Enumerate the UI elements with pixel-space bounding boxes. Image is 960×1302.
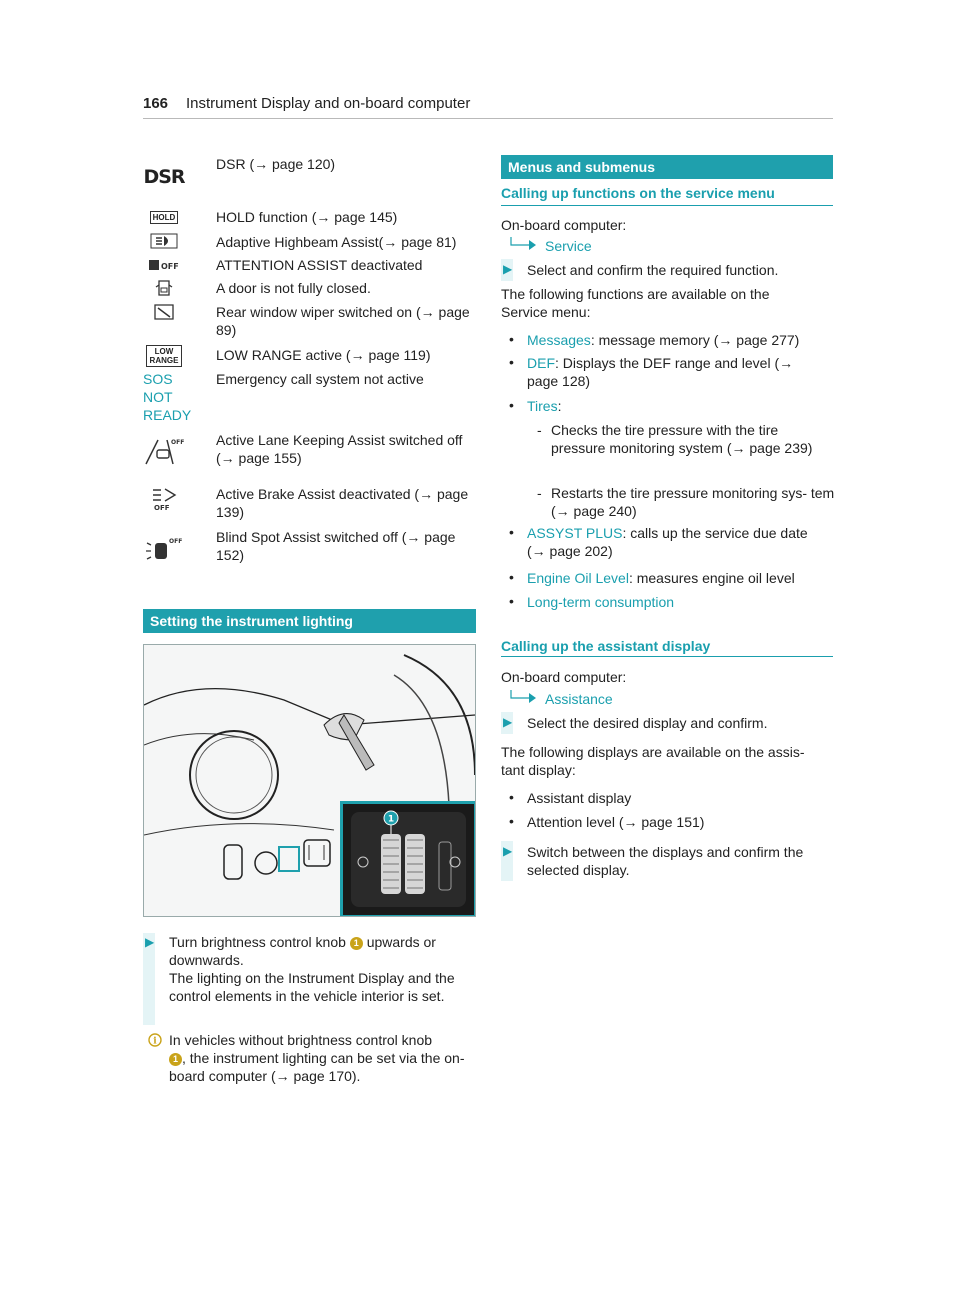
rear-wiper-icon [143, 300, 185, 324]
page-header-title: Instrument Display and on-board computer [186, 95, 471, 112]
lighting-step-text: Turn brightness control knob 1 upwards or downwards. The lighting on the Instrument Display and the control elements in the vehicle interior is set. [169, 934, 455, 1004]
menu-path-arrow-icon [509, 235, 537, 254]
low-range-icon: LOW RANGE [143, 343, 185, 369]
bullet-icon: • [509, 354, 514, 370]
service-menu-link[interactable]: Service [545, 238, 592, 254]
svg-text:OFF: OFF [154, 504, 170, 512]
brake-assist-description: Active Brake Assist deactivated (→ page 139) [216, 486, 469, 520]
rear-wiper-description: Rear window wiper switched on (→ page 89) [216, 304, 470, 338]
bullet-icon: • [509, 789, 514, 805]
dash-icon: - [537, 485, 542, 501]
service-intro: The following functions are available on the Service menu: [501, 286, 770, 320]
assistant-item-display: Assistant display [527, 790, 632, 806]
step-arrow-icon: ▶ [503, 715, 513, 729]
sos-not-ready-label: SOS NOT READY [143, 371, 192, 423]
step-arrow-icon: ▶ [503, 262, 513, 276]
tires-sub-check: Checks the tire pressure with the tire pressure monitoring system (→ page 239) [551, 422, 813, 456]
bullet-icon: • [509, 524, 514, 540]
menu-path-arrow-icon [509, 688, 537, 707]
note-callout-badge: 1 [169, 1053, 182, 1066]
assistant-intro: The following displays are available on the assis- tant display: [501, 744, 805, 778]
adaptive-highbeam-icon [143, 229, 185, 253]
service-menu-heading: Calling up functions on the service menu [501, 185, 775, 201]
svg-text:i: i [153, 1036, 157, 1047]
assistant-step-text: Select the desired display and confirm. [527, 715, 768, 731]
service-item-assyst: ASSYST PLUS: calls up the service due date (→ page 202) [527, 525, 808, 559]
info-icon [148, 1033, 162, 1050]
bullet-icon: • [509, 813, 514, 829]
attention-assist-description: ATTENTION ASSIST deactivated [216, 257, 423, 273]
assistant-display-heading: Calling up the assistant display [501, 638, 711, 654]
bullet-icon: • [509, 593, 514, 609]
knob-callout-badge: 1 [350, 937, 363, 950]
lighting-note-text: In vehicles without brightness control knob 1 , the instrument lighting can be set via the on-board computer (→ page 170). [169, 1032, 465, 1084]
step-arrow-icon: ▶ [503, 844, 513, 858]
brightness-control-photo [143, 644, 476, 917]
lane-keeping-off-icon [143, 436, 185, 466]
dsr-icon: DSR [143, 166, 185, 188]
svg-text:OFF: OFF [169, 538, 183, 545]
menus-section-banner: Menus and submenus [501, 155, 833, 179]
assistance-menu-link[interactable]: Assistance [545, 691, 613, 707]
header-divider [143, 118, 833, 119]
blind-spot-description: Blind Spot Assist switched off (→ page 152) [216, 529, 456, 563]
assistant-step2-text: Switch between the displays and confirm the selected display. [527, 844, 804, 878]
dsr-description: DSR (→ page 120) [216, 156, 336, 172]
svg-text:OFF: OFF [171, 439, 185, 446]
blind-spot-off-icon [143, 534, 185, 564]
bullet-icon: • [509, 331, 514, 347]
service-heading-rule [501, 205, 833, 206]
low-range-description: LOW RANGE active (→ page 119) [216, 347, 431, 363]
svg-text:OFF: OFF [161, 262, 179, 271]
service-step-text: Select and confirm the required function. [527, 262, 779, 278]
hold-icon: HOLD [143, 205, 185, 229]
onboard-label-service: On-board computer: [501, 217, 627, 233]
service-item-long-term: Long-term consumption [527, 594, 675, 610]
dash-icon: - [537, 422, 542, 438]
service-item-messages: Messages: message memory (→ page 277) [527, 332, 800, 348]
page-number: 166 [143, 95, 169, 112]
brightness-knob-inset [340, 801, 476, 917]
attention-assist-off-icon [143, 253, 185, 277]
service-item-tires: Tires: [527, 398, 562, 414]
tires-sub-restart: Restarts the tire pressure monitoring sys- tem (→ page 240) [551, 485, 835, 519]
step-arrow-icon: ▶ [145, 935, 155, 949]
service-item-def: DEF: Displays the DEF range and level (→ page 128) [527, 355, 794, 389]
hold-description: HOLD function (→ page 145) [216, 209, 398, 225]
service-item-oil: Engine Oil Level: measures engine oil level [527, 570, 795, 586]
adaptive-highbeam-description: Adaptive Highbeam Assist(→ page 81) [216, 234, 457, 250]
bullet-icon: • [509, 397, 514, 413]
emergency-call-description: Emergency call system not active [216, 371, 424, 387]
assistant-heading-rule [501, 656, 833, 657]
door-open-description: A door is not fully closed. [216, 280, 371, 296]
door-open-icon [143, 276, 185, 300]
onboard-label-assistant: On-board computer: [501, 669, 627, 685]
bullet-icon: • [509, 569, 514, 585]
svg-text:1: 1 [387, 814, 395, 825]
brake-assist-off-icon [143, 484, 185, 514]
lighting-section-banner: Setting the instrument lighting [143, 609, 476, 633]
assistant-item-attention: Attention level (→ page 151) [527, 814, 705, 830]
lane-keeping-description: Active Lane Keeping Assist switched off (→ page 155) [216, 432, 463, 466]
